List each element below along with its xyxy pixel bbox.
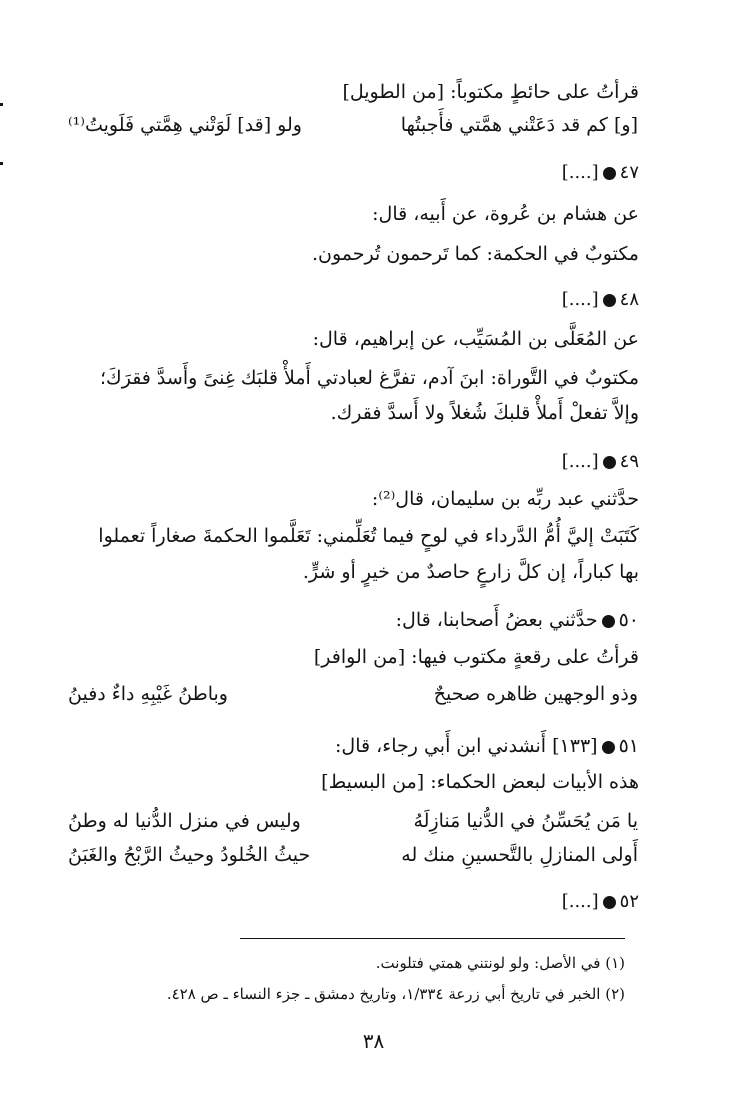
entry-text: [١٣٣] أَنشدني ابن أَبي رجاء، قال:	[335, 735, 598, 757]
text-line: عن المُعَلَّى بن المُسَيِّب، عن إبراهيم، قال:	[312, 328, 639, 350]
text-line: قرأتُ على رقعةٍ مكتوب فيها: [من الوافر]	[313, 646, 639, 668]
entry-number: ٥١	[618, 735, 639, 757]
verse-hemistich-left: ولو [قد] لَوَتْني هِمَّتي فَلَويتُ⁽¹⁾	[68, 114, 302, 136]
verse-line	[68, 806, 638, 836]
entry-number: ٥٢	[619, 891, 639, 912]
verse-hemistich-right: [و] كم قد دَعَتْني همَّتي فأَجبتُها	[400, 114, 638, 136]
entry-header-47	[509, 160, 639, 186]
text-line: هذه الأبيات لبعض الحكماء: [من البسيط]	[321, 771, 639, 793]
bullet-icon	[603, 294, 616, 307]
footnote-divider	[240, 938, 625, 939]
text-line: بها كباراً، إن كلَّ زارعٍ حاصدٌ من خيرٍ أو شرٍّ.	[302, 561, 639, 583]
text-line: مكتوبٌ في التَّوراة: ابنَ آدم، تفرَّغ لعبادتي أَملأْ قلبَك غِنىً وأَسدَّ فقرَكَ؛	[100, 367, 639, 389]
entry-gap: [....]	[561, 891, 599, 912]
text-line: مكتوبٌ في الحكمة: كما تَرحمون تُرحمون.	[311, 243, 639, 265]
entry-text: حدَّثني بعضُ أَصحابنا، قال:	[395, 609, 598, 631]
footnote: (٢) الخبر في تاريخ أبي زرعة ١/٣٣٤، وتاريخ دمشق ـ جزء النساء ـ ص ٤٢٨.	[166, 985, 625, 1003]
text-line: وإلاَّ تفعلْ أَملأْ قلبكَ شُغلاً ولا أَسدَّ فقرك.	[330, 402, 639, 424]
entry-header-48	[509, 287, 639, 313]
entry-header-51	[335, 732, 639, 760]
verse-hemistich-left: وباطنُ غَيْبِهِ داءٌ دفينُ	[68, 683, 228, 705]
bullet-icon	[602, 615, 615, 628]
entry-number: ٤٧	[619, 162, 639, 183]
page-number: ٣٨	[362, 1029, 385, 1053]
margin-mark	[0, 162, 3, 165]
verse-hemistich-left: وليس في منزل الدُّنيا له وطنُ	[68, 810, 301, 832]
entry-header-49	[509, 449, 639, 475]
margin-mark	[0, 103, 3, 106]
verse-line	[68, 840, 638, 870]
entry-number: ٤٩	[619, 451, 639, 472]
verse-hemistich-right: وذو الوجهين ظاهره صحيحٌ	[433, 683, 638, 705]
entry-gap: [....]	[561, 451, 599, 472]
footnote: (١) في الأصل: ولو لونتني همتي فتلونت.	[375, 954, 625, 972]
bullet-icon	[603, 167, 616, 180]
bullet-icon	[603, 896, 616, 909]
text-line: قرأتُ على حائطٍ مكتوباً: [من الطويل]	[342, 81, 639, 103]
entry-header-50	[396, 606, 639, 634]
text-line: كَتَبَتْ إليَّ أُمُّ الدَّرداء في لوحٍ فيما تُعَلِّمني: تَعَلَّموا الحكمةَ صغاراً تعملوا	[98, 525, 639, 547]
verse-hemistich-right: يا مَن يُحَسِّنُ في الدُّنيا مَنازِلَهُ	[413, 810, 638, 832]
verse-hemistich-left: حيثُ الخُلودُ وحيثُ الرَّبْحُ والغَبَنُ	[68, 844, 311, 866]
verse-line	[68, 679, 638, 709]
entry-number: ٤٨	[619, 289, 639, 310]
verse-hemistich-right: أَولى المنازلِ بالتَّحسينِ منك له	[401, 844, 638, 866]
text-line: عن هشام بن عُروة، عن أَبيه، قال:	[372, 203, 639, 225]
entry-number: ٥٠	[618, 609, 639, 631]
entry-gap: [....]	[561, 162, 599, 183]
bullet-icon	[603, 456, 616, 469]
entry-gap: [....]	[561, 289, 599, 310]
text-line: حدَّثني عبد ربِّه بن سليمان، قال⁽²⁾:	[371, 488, 639, 510]
entry-header-52	[509, 889, 639, 915]
bullet-icon	[602, 741, 615, 754]
verse-line	[68, 110, 638, 140]
